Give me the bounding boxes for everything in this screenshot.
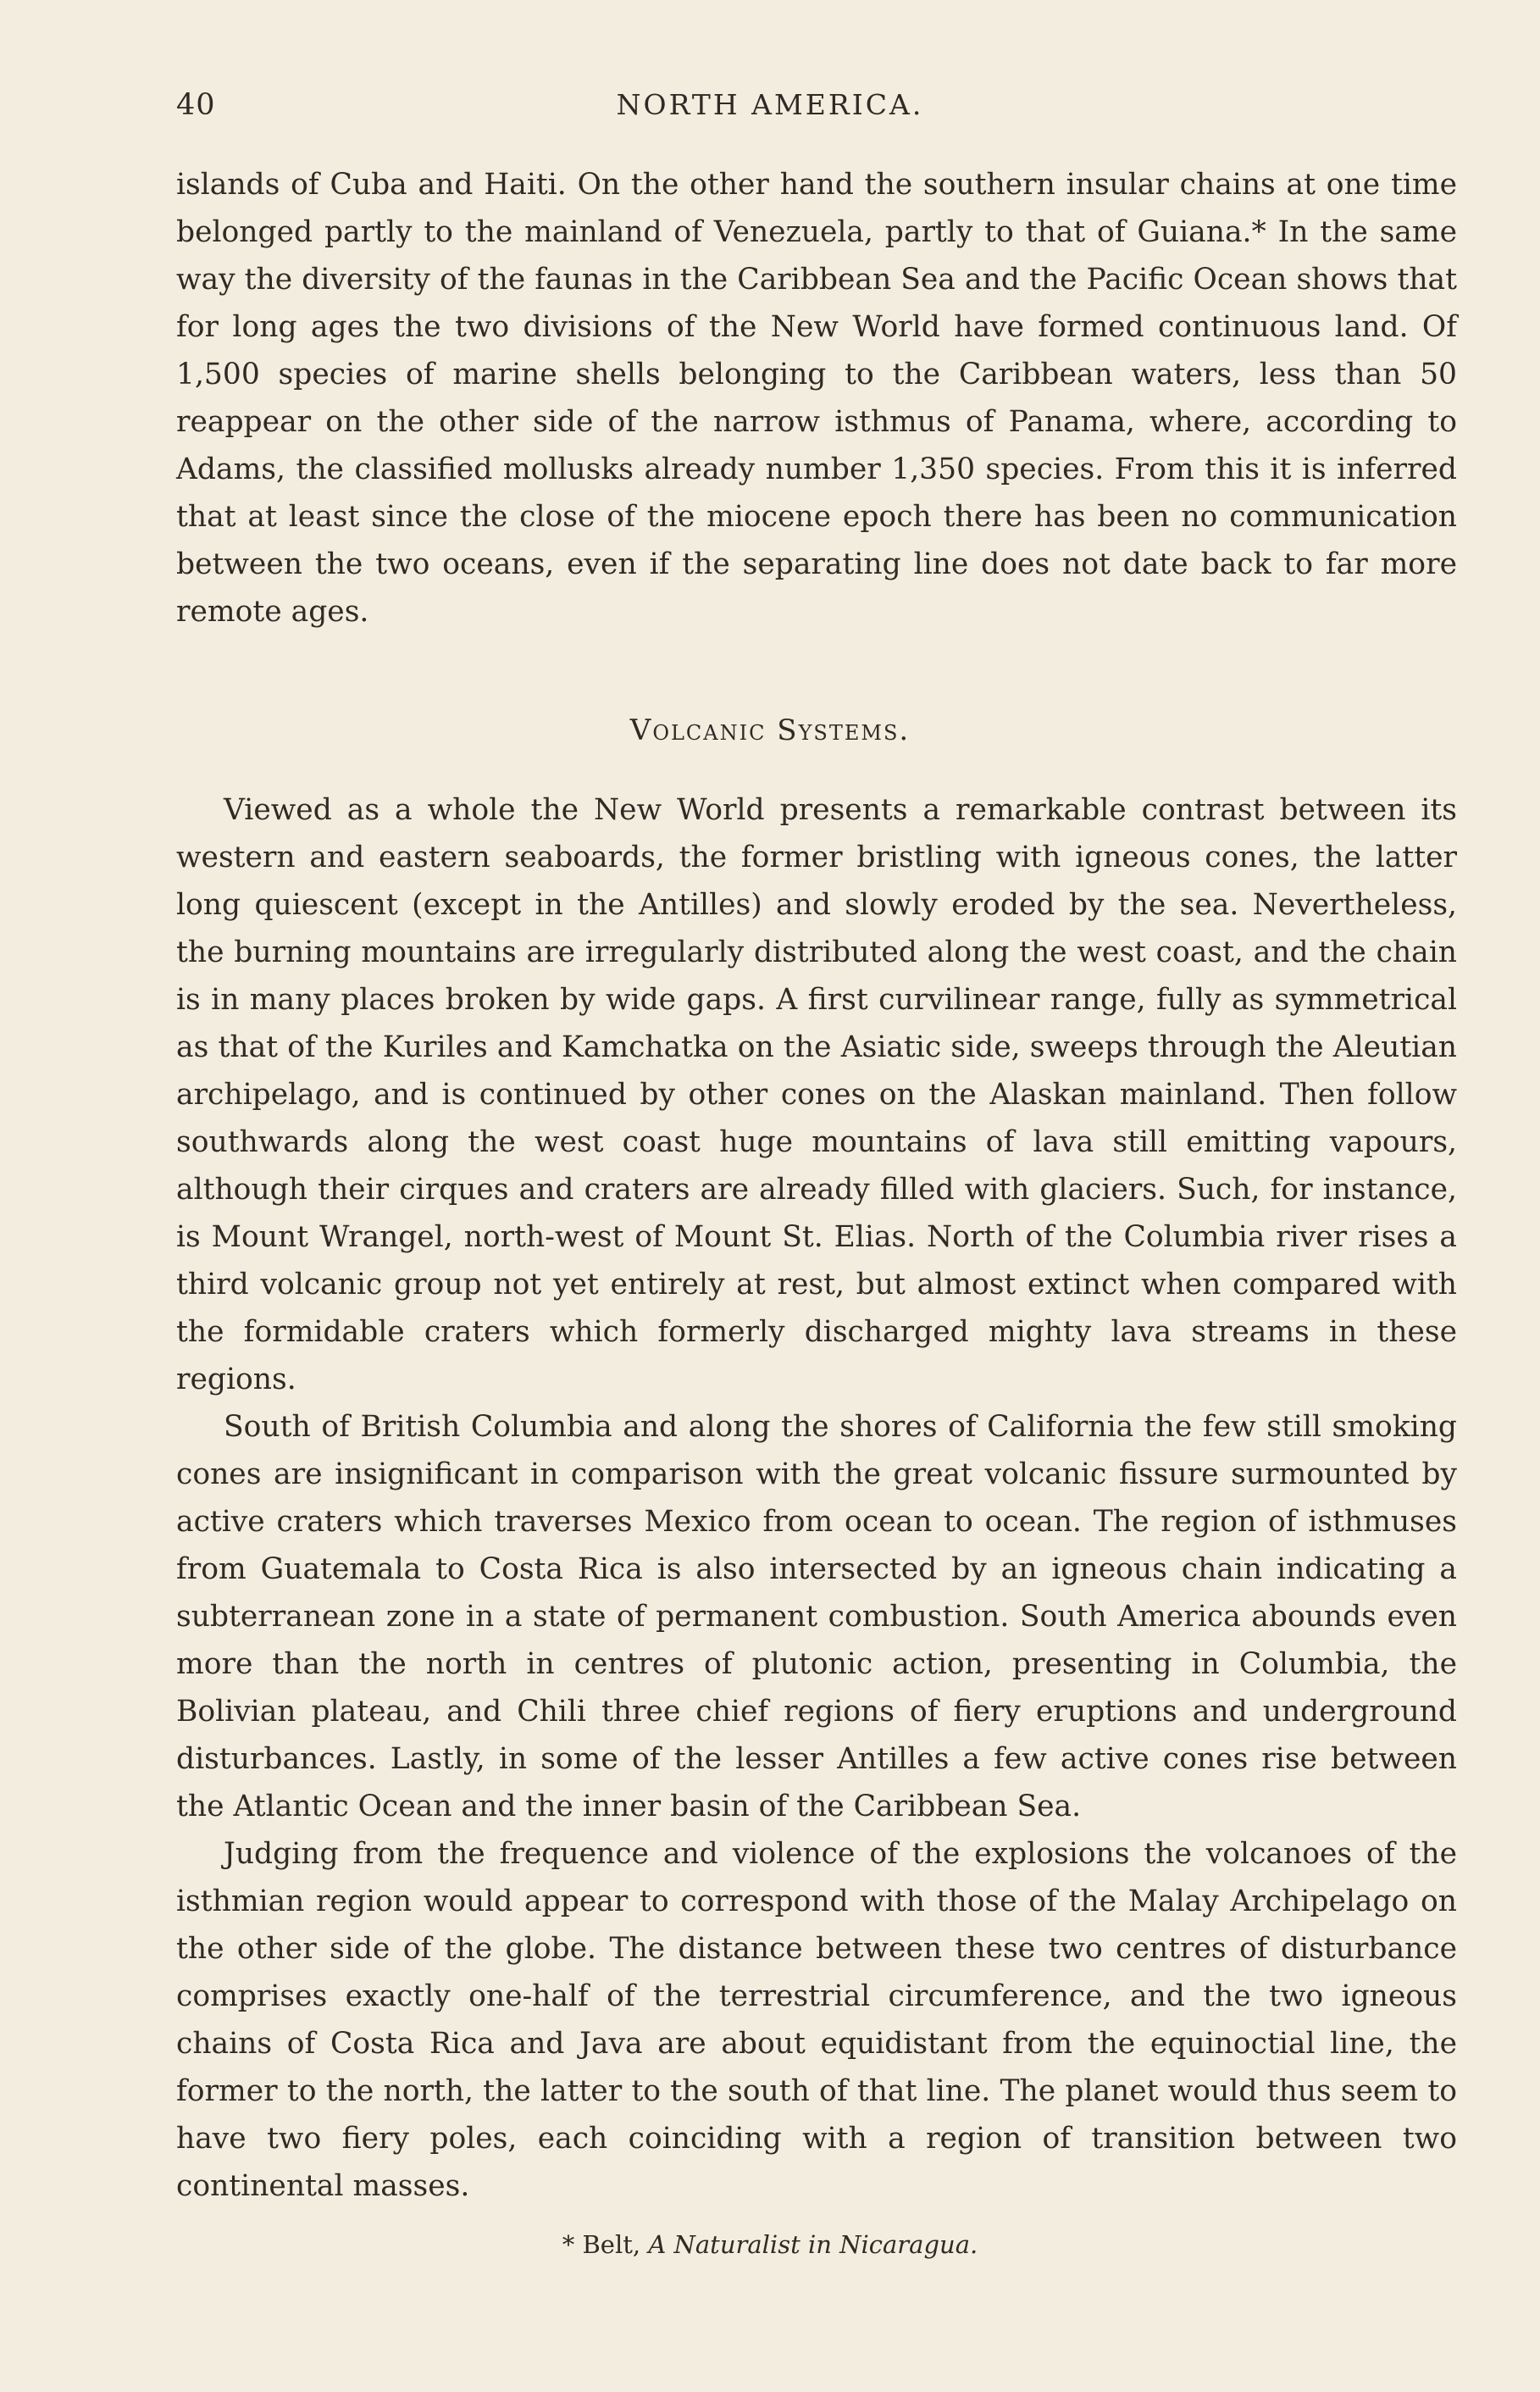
paragraph-1: Viewed as a whole the New World presents a remarkable contrast between its western and eastern seaboards, the former bristling with igneous cones, the latter long quiescent (except in the Antilles) and slowly eroded by the sea. Nevertheless, the burning mountains are irregularly distributed along the west coast, and the chain is in many places broken by wide gaps. A first curvilinear range, fully as symmetrical as that of the Kuriles and Kamchatka on the Asiatic side, sweeps through the Aleutian archipelago, and is continued by other cones on the Alaskan mainland. Then follow southwards along the west coast huge mountains of lava still emitting vapours, although their cirques and craters are already filled with glaciers. Such, for instance, is Mount Wrangel, north-west of Mount St. Elias. North of the Columbia river rises a third volcanic group not yet entirely at rest, but almost extinct when compared with the formidable craters which formerly discharged mighty lava streams in these regions. bbox=[176, 793, 1457, 1396]
page-number: 40 bbox=[176, 88, 216, 122]
paragraph-3: Judging from the frequence and violence of the explosions the volcanoes of the isthmian region would appear to correspond with those of the Malay Archipelago on the other side of the globe. The distance between these two centres of disturbance comprises exactly one-half of the terrestrial circumference, and the two igneous chains of Costa Rica and Java are about equidistant from the equinoctial line, the former to the north, the latter to the south of that line. The planet would thus seem to have two fiery poles, each coinciding with a region of transition between two continental masses. bbox=[176, 1837, 1457, 2203]
section-body bbox=[176, 786, 1457, 2210]
section-heading: Volcanic Systems. bbox=[629, 713, 911, 747]
continuation-paragraph: islands of Cuba and Haiti. On the other hand the southern insular chains at one time belonged partly to the mainland of Venezuela, partly to that of Guiana.* In the same way the diversity of the faunas in the Caribbean Sea and the Pacific Ocean shows that for long ages the two divisions of the New World have formed continuous land. Of 1,500 species of marine shells belonging to the Caribbean waters, less than 50 reappear on the other side of the narrow isthmus of Panama, where, according to Adams, the classified mollusks already number 1,350 species. From this it is inferred that at least since the close of the miocene epoch there has been no communication between the two oceans, even if the separating line does not date back to far more remote ages. bbox=[176, 168, 1457, 629]
running-title: NORTH AMERICA. bbox=[616, 88, 924, 121]
continuation-block bbox=[176, 161, 1457, 635]
footnote-work-title: A Naturalist in Nicaragua. bbox=[648, 2230, 978, 2259]
footnote bbox=[0, 2230, 1540, 2259]
paragraph-2: South of British Columbia and along the shores of California the few still smoking cones are insignificant in comparison with the great volcanic fissure surmounted by active craters which traverses Mexico from ocean to ocean. The region of isthmuses from Guatemala to Costa Rica is also intersected by an igneous chain indicating a subterranean zone in a state of permanent combustion. South America abounds even more than the north in centres of plutonic action, presenting in Columbia, the Bolivian plateau, and Chili three chief regions of fiery eruptions and underground disturbances. Lastly, in some of the lesser Antilles a few active cones rise between the Atlantic Ocean and the inner basin of the Caribbean Sea. bbox=[176, 1410, 1457, 1823]
footnote-marker: * Belt, bbox=[562, 2230, 641, 2259]
